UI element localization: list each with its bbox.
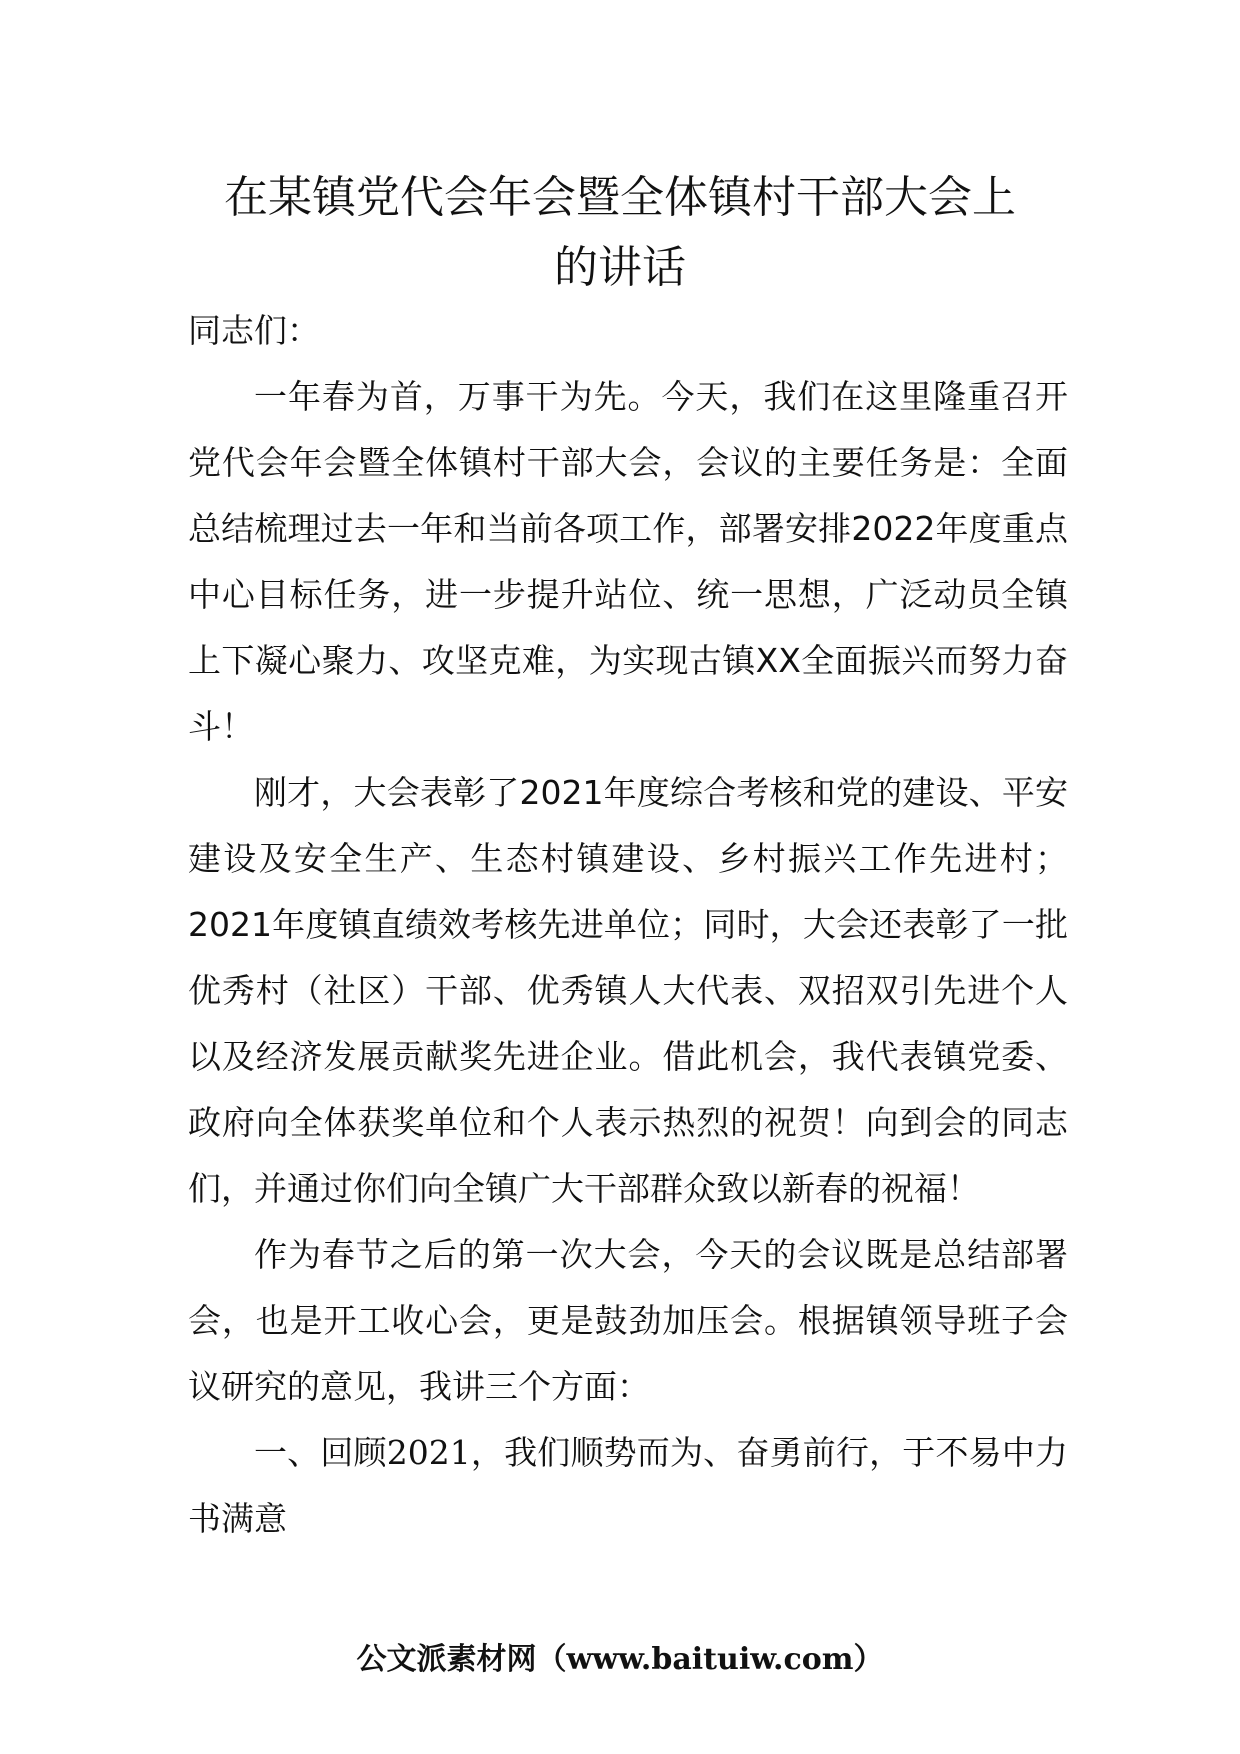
salutation: 同志们： [188,311,320,350]
paragraph-outline: 作为春节之后的第一次大会，今天的会议既是总结部署会，也是开工收心会，更是鼓劲加压会。根据镇领导班子会议研究的意见，我讲三个方面： [188,1235,1068,1406]
document-title-line2: 的讲话 [554,242,686,293]
document-title-line1: 在某镇党代会年会暨全体镇村干部大会上 [224,172,1016,223]
footer-watermark: 公文派素材网（www.baituiw.com） [356,1642,884,1677]
paragraph-opening: 一年春为首，万事干为先。今天，我们在这里隆重召开党代会年会暨全体镇村干部大会，会议的主要任务是：全面总结梳理过去一年和当前各项工作，部署安排2022年度重点中心目标任务，进一步提升站位、统一思想，广泛动员全镇上下凝心聚力、攻坚克难，为实现古镇XX全面振兴而努力奋斗！ [188,377,1068,746]
section-heading-1: 一、回顾2021，我们顺势而为、奋勇前行，于不易中力书满意 [188,1433,1068,1538]
paragraph-commendation: 刚才，大会表彰了2021年度综合考核和党的建设、平安建设及安全生产、生态村镇建设、乡村振兴工作先进村；2021年度镇直绩效考核先进单位；同时，大会还表彰了一批优秀村（社区）干部、优秀镇人大代表、双招双引先进个人以及经济发展贡献奖先进企业。借此机会，我代表镇党委、政府向全体获奖单位和个人表示热烈的祝贺！向到会的同志们，并通过你们向全镇广大干部群众致以新春的祝福！ [188,773,1068,1208]
document-body [188,298,1068,1552]
